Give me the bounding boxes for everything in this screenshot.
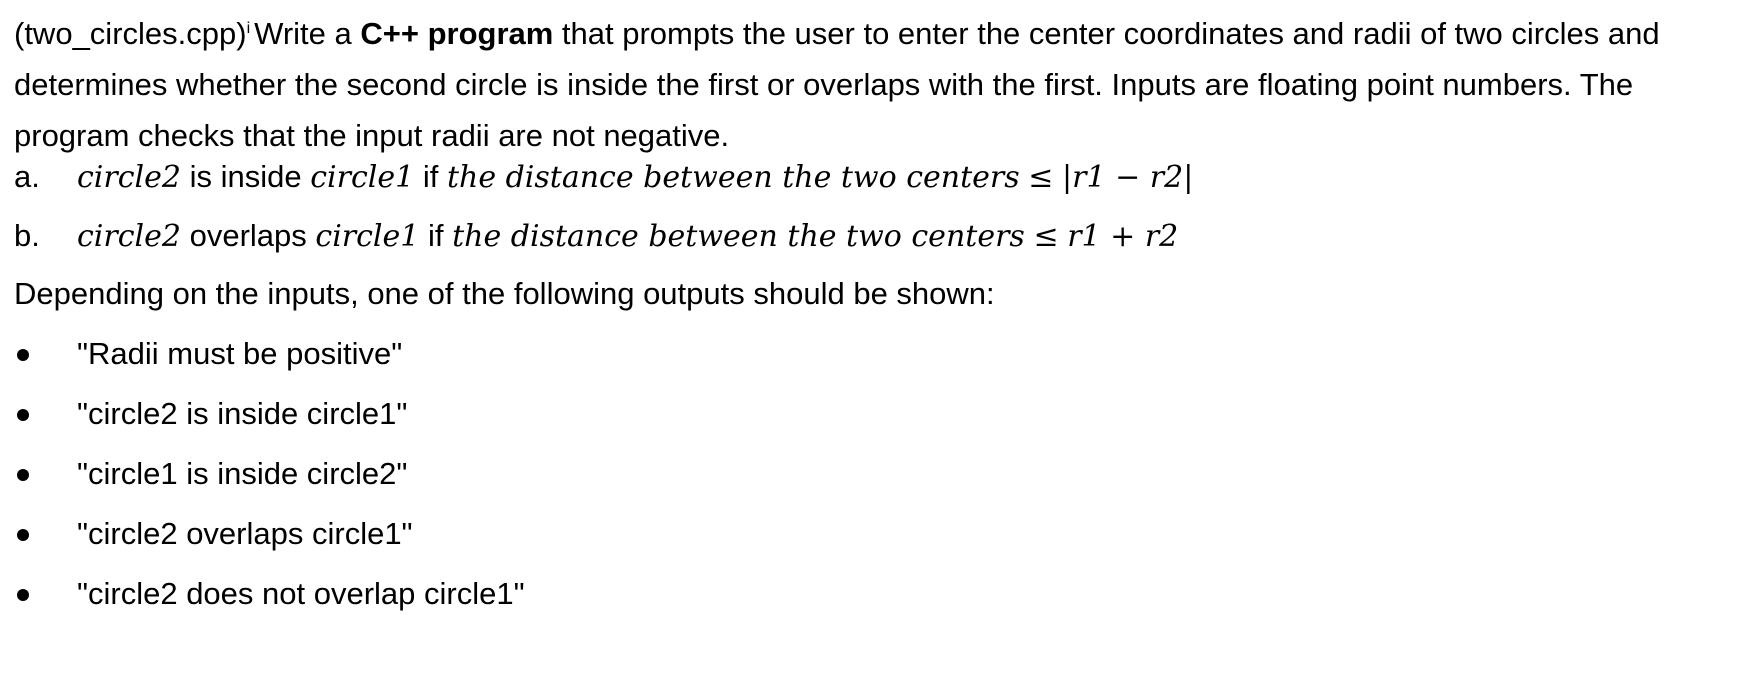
condition-verb: overlaps [180,218,316,253]
condition-relation: ≤ [1028,160,1054,195]
condition-expression: the distance between the two centers [446,160,1020,195]
list-item-text: "circle2 overlaps circle1" [77,516,413,551]
condition-if: if [414,159,447,194]
list-item-text: "Radii must be positive" [77,336,403,371]
outputs-heading: Depending on the inputs, one of the following outputs should be shown: [14,276,995,311]
condition-object: circle1 [315,219,420,254]
list-item-text: "circle1 is inside circle2" [77,456,408,491]
condition-expression: the distance between the two centers [452,219,1025,254]
condition-if: if [419,218,453,253]
condition-object: circle1 [310,160,415,195]
intro-bold-text: C++ program [360,16,554,51]
bullet-icon [17,409,29,421]
footnote-mark: i [246,19,251,37]
list-item-text: "circle2 does not overlap circle1" [77,576,525,611]
condition-marker: b. [14,218,40,253]
bullet-icon [17,589,29,601]
intro-paragraph [14,8,1726,161]
condition-verb: is inside [180,159,311,194]
intro-text-start: Write a [254,16,361,51]
condition-subject: circle2 [77,219,181,254]
condition-subject: circle2 [77,160,181,195]
condition-text [77,216,1178,257]
list-item-text: "circle2 is inside circle1" [77,396,408,431]
intro-text-rest: that prompts the user to enter the center coordinates and radii of two circles and determines whether the second circle is inside the first or overlaps with the first. Inputs are floating point numbers. The program checks that the input radii are not negative. [14,16,1660,153]
condition-rhs: |r1 − r2| [1062,160,1194,195]
bullet-icon [17,349,29,361]
condition-relation: ≤ [1033,219,1059,254]
filename: (two_circles.cpp) [14,16,247,51]
condition-marker: a. [14,159,40,194]
bullet-icon [17,529,29,541]
condition-rhs: r1 + r2 [1067,219,1179,254]
condition-text [77,157,1193,198]
bullet-icon [17,469,29,481]
document-page [14,8,1726,611]
